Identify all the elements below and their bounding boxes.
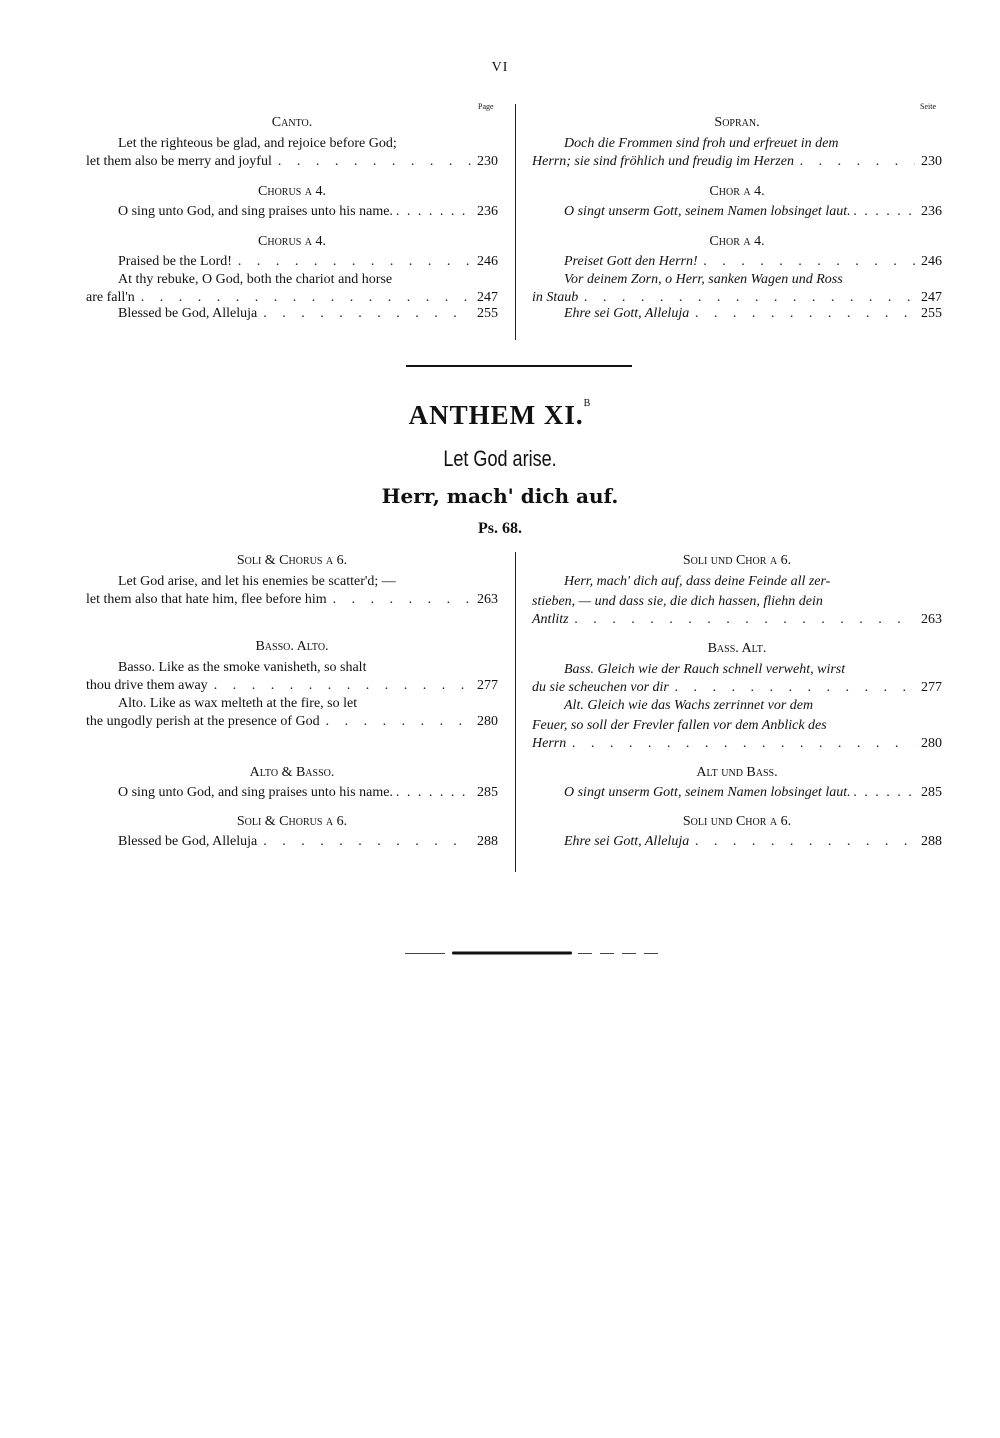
page-ref: 285	[477, 785, 498, 800]
page-number: VI	[491, 60, 509, 75]
leader-dots	[333, 592, 471, 608]
page-ref: 246	[477, 254, 498, 269]
section-heading: Soli und Chor a 6.	[682, 814, 792, 829]
page-column-label-en: Page	[478, 102, 494, 111]
page-ref: 277	[921, 680, 942, 695]
entry-line: thou drive them away . . . 277	[86, 678, 498, 694]
section-heading: Soli & Chorus a 6.	[236, 553, 348, 568]
page-ref: 288	[477, 834, 498, 849]
entry-line: Antlitz . . . 263	[532, 612, 942, 628]
leader-dots	[238, 254, 471, 270]
entry-line: Ehre sei Gott, Alleluja . . . 288	[532, 834, 942, 850]
anthem-xi-german-column	[532, 552, 942, 850]
section-heading: Alto & Basso.	[249, 765, 335, 780]
leader-dots	[326, 714, 471, 730]
entry-line: Herr, mach' dich auf, dass deine Feinde all zer-	[564, 574, 831, 589]
leader-dots	[695, 306, 915, 322]
anthem-title-superscript: B	[583, 398, 592, 409]
anthem-x-english-column	[86, 114, 498, 322]
page-ref: 263	[921, 612, 942, 627]
page-ref: 230	[921, 154, 942, 169]
entry-line: Let God arise, and let his enemies be scatter'd; —	[118, 574, 396, 589]
entry-line: stieben, — und dass sie, die dich hassen, fliehn dein	[532, 594, 823, 609]
page-ref: 263	[477, 592, 498, 607]
entry-line: Herrn; sie sind fröhlich und freudig im Herzen . . . 230	[532, 154, 942, 170]
leader-dots	[214, 678, 471, 694]
entry-line: Blessed be God, Alleluja . . . 255	[86, 306, 498, 322]
leader-dots	[575, 612, 915, 628]
anthem-title	[0, 400, 1000, 431]
anthem-title-text: ANTHEM XI.	[408, 400, 584, 430]
leader-dots	[800, 154, 915, 170]
leader-dots	[572, 736, 915, 752]
entry-line: let them also be merry and joyful . . . 230	[86, 154, 498, 170]
leader-dots	[854, 204, 918, 220]
subtitle-german: Herr, mach' dich auf.	[381, 484, 619, 508]
page-ref: 236	[477, 204, 498, 219]
entry-line: At thy rebuke, O God, both the chariot and horse	[118, 272, 393, 287]
section-heading: Sopran.	[714, 115, 760, 130]
leader-dots	[695, 834, 915, 850]
section-heading: Basso. Alto.	[255, 639, 329, 654]
section-heading: Chorus a 4.	[258, 234, 326, 249]
entry-line: Herrn . . . 280	[532, 736, 942, 752]
entry-line: Praised be the Lord! . . . 246	[86, 254, 498, 270]
leader-dots	[141, 290, 471, 306]
page-ref: 255	[477, 306, 498, 321]
page-ref: 230	[477, 154, 498, 169]
entry-line: Ehre sei Gott, Alleluja . . . 255	[532, 306, 942, 322]
entry-line: the ungodly perish at the presence of God . . . 280	[86, 714, 498, 730]
page-ref: 247	[477, 290, 498, 305]
entry-line: Vor deinem Zorn, o Herr, sanken Wagen und Ross	[564, 272, 843, 287]
entry-line: Basso. Like as the smoke vanisheth, so shalt	[118, 660, 367, 675]
leader-dots	[396, 204, 474, 220]
section-heading: Chor a 4.	[709, 234, 765, 249]
page-column-label-de: Seite	[920, 102, 936, 111]
page-ref: 280	[921, 736, 942, 751]
page-ref: 255	[921, 306, 942, 321]
ornament-rule-left	[405, 953, 445, 954]
section-heading: Bass. Alt.	[707, 641, 767, 656]
column-divider	[515, 552, 516, 872]
entry-line: Bass. Gleich wie der Rauch schnell verweht, wirst	[564, 662, 846, 677]
page-ref: 288	[921, 834, 942, 849]
section-heading: Soli & Chorus a 6.	[236, 814, 348, 829]
leader-dots	[675, 680, 915, 696]
entry-line: O singt unserm Gott, seinem Namen lobsinget laut. . . . 236	[532, 204, 942, 220]
entry-line: O sing unto God, and sing praises unto his name. . . . 285	[86, 785, 498, 801]
page-ref: 277	[477, 678, 498, 693]
section-separator	[406, 365, 632, 367]
leader-dots	[584, 290, 915, 306]
leader-dots	[396, 785, 474, 801]
section-heading: Chorus a 4.	[258, 184, 326, 199]
page-ref: 280	[477, 714, 498, 729]
entry-line: Let the righteous be glad, and rejoice before God;	[118, 136, 397, 151]
section-heading: Alt und Bass.	[696, 765, 778, 780]
section-heading: Canto.	[271, 115, 313, 130]
leader-dots	[854, 785, 918, 801]
leader-dots	[278, 154, 471, 170]
section-heading: Soli und Chor a 6.	[682, 553, 792, 568]
entry-line: O sing unto God, and sing praises unto his name. . . . 236	[86, 204, 498, 220]
ornament-rule-center	[452, 951, 572, 955]
entry-line: are fall'n . . . 247	[86, 290, 498, 306]
entry-line: du sie scheuchen vor dir . . . 277	[532, 680, 942, 696]
ornament-rule-right	[578, 953, 660, 954]
page-ref: 285	[921, 785, 942, 800]
entry-line: Preiset Gott den Herrn! . . . 246	[532, 254, 942, 270]
section-heading: Chor a 4.	[709, 184, 765, 199]
column-divider	[515, 104, 516, 340]
leader-dots	[263, 834, 471, 850]
leader-dots	[704, 254, 915, 270]
anthem-xi-english-column	[86, 552, 498, 850]
entry-line: in Staub . . . 247	[532, 290, 942, 306]
psalm-reference: Ps. 68.	[478, 520, 522, 537]
entry-line: let them also that hate him, flee before him . . . 263	[86, 592, 498, 608]
subtitle-english: Let God arise.	[443, 446, 557, 471]
page-ref: 236	[921, 204, 942, 219]
entry-line: Alto. Like as wax melteth at the fire, so let	[118, 696, 358, 711]
entry-line: Feuer, so soll der Frevler fallen vor dem Anblick des	[532, 718, 827, 733]
page-ref: 247	[921, 290, 942, 305]
leader-dots	[263, 306, 471, 322]
entry-line: O singt unserm Gott, seinem Namen lobsinget laut. . . . 285	[532, 785, 942, 801]
entry-line: Alt. Gleich wie das Wachs zerrinnet vor dem	[564, 698, 814, 713]
entry-line: Blessed be God, Alleluja . . . 288	[86, 834, 498, 850]
entry-line: Doch die Frommen sind froh und erfreuet in dem	[564, 136, 839, 151]
anthem-x-german-column	[532, 114, 942, 322]
page-ref: 246	[921, 254, 942, 269]
